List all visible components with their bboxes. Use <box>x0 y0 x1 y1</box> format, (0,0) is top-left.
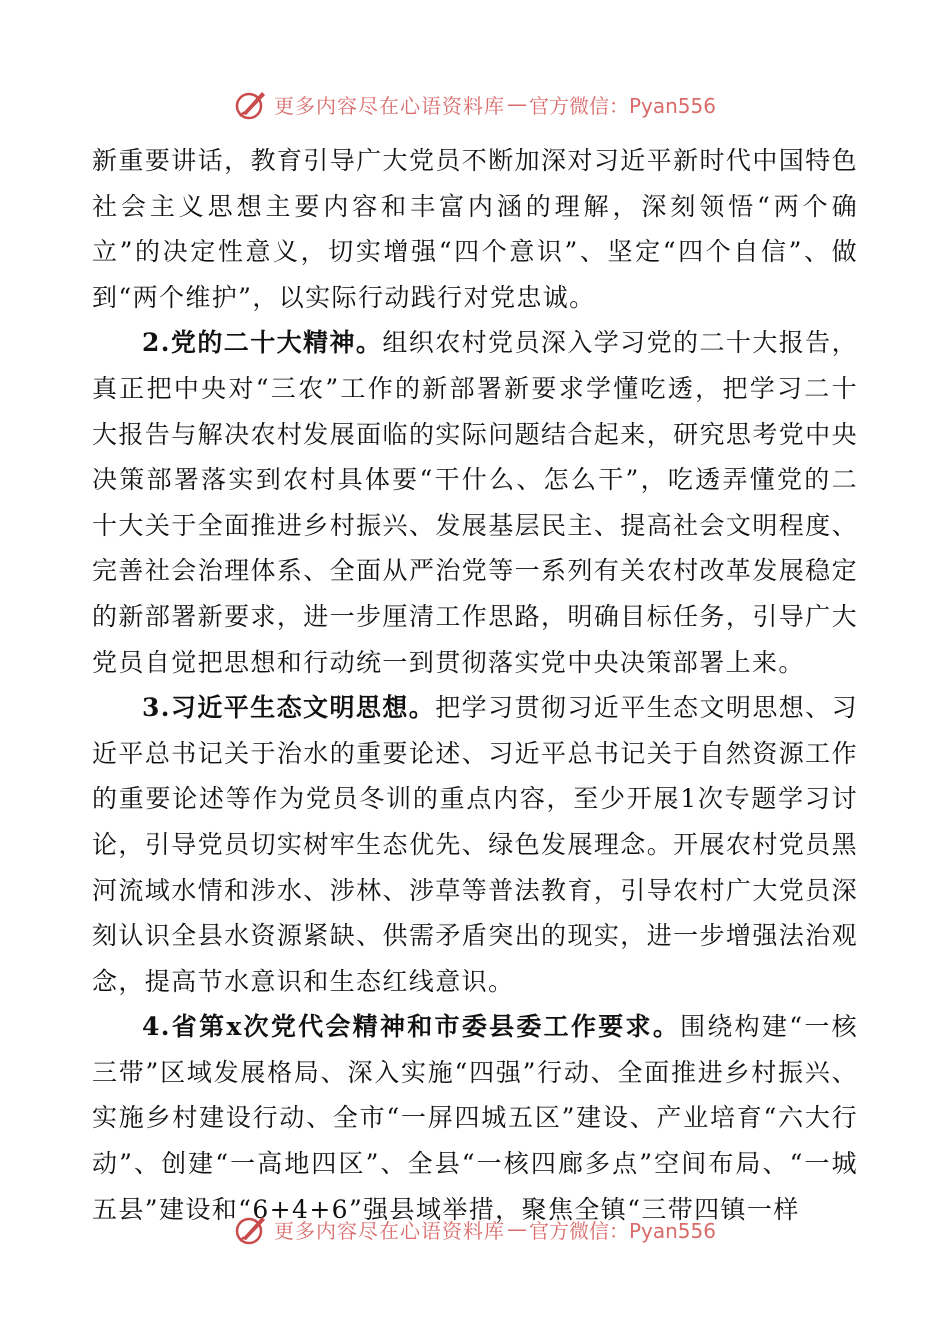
watermark-brand: 更多内容尽在心语资料库 <box>273 1218 505 1243</box>
paragraph-2-text: 组织农村党员深入学习党的二十大报告，真正把中央对“三农”工作的新部署新要求学懂吃透，把学习二十大报告与解决农村发展面临的实际问题结合起来，研究思考党中央决策部署落实到农村具体要“干什么、怎么干”，吃透弄懂党的二十大关于全面推进乡村振兴、发展基层民主、提高社会文明程度、完善社会治理体系、全面从严治党等一系列有关农村改革发展稳定的新部署新要求，进一步厘清工作思路，明确目标任务，引导广大党员自觉把思想和行动统一到贯彻落实党中央决策部署上来。 <box>92 328 858 677</box>
paragraph-2-heading: 2.党的二十大精神。 <box>142 328 383 358</box>
paragraph-4-text: 围绕构建“一核三带”区域发展格局、深入实施“四强”行动、全面推进乡村振兴、实施乡村建设行动、全市“一屏四城五区”建设、产业培育“六大行动”、创建“一高地四区”、全县“一核四廊多点”空间布局、“一城五县”建设和“6+4+6”强县域举措，聚焦全镇“三带四镇一样 <box>92 1012 858 1224</box>
paragraph-4 <box>92 1004 858 1232</box>
watermark-contact: 官方微信：Pyan556 <box>528 1218 716 1243</box>
document-body <box>92 138 858 1232</box>
paragraph-1-text: 新重要讲话，教育引导广大党员不断加深对习近平新时代中国特色社会主义思想主要内容和丰富内涵的理解，深刻领悟“两个确立”的决定性意义，切实增强“四个意识”、坚定“四个自信”、做到“两个维护”，以实际行动践行对党忠诚。 <box>92 146 858 312</box>
paragraph-3-text: 把学习贯彻习近平生态文明思想、习近平总书记关于治水的重要论述、习近平总书记关于自然资源工作的重要论述等作为党员冬训的重点内容，至少开展1次专题学习讨论，引导党员切实树牢生态优先、绿色发展理念。开展农村党员黑河流域水情和涉水、涉林、涉草等普法教育，引导农村广大党员深刻认识全县水资源紧缺、供需矛盾突出的现实，进一步增强法治观念，提高节水意识和生态红线意识。 <box>92 693 859 996</box>
quill-pen-logo-icon <box>234 87 268 121</box>
watermark-separator: — <box>506 92 527 116</box>
watermark-contact: 官方微信：Pyan556 <box>528 93 716 118</box>
paragraph-1 <box>92 138 858 320</box>
paragraph-4-heading: 4.省第x次党代会精神和市委县委工作要求。 <box>142 1012 681 1042</box>
watermark-brand: 更多内容尽在心语资料库 <box>273 93 505 118</box>
paragraph-2 <box>92 320 858 685</box>
paragraph-3-heading: 3.习近平生态文明思想。 <box>142 693 436 723</box>
watermark-banner-top <box>0 84 950 124</box>
paragraph-3 <box>92 685 858 1004</box>
watermark-banner-bottom <box>0 1209 950 1249</box>
watermark-separator: — <box>506 1217 527 1241</box>
quill-pen-logo-icon <box>234 1212 268 1246</box>
